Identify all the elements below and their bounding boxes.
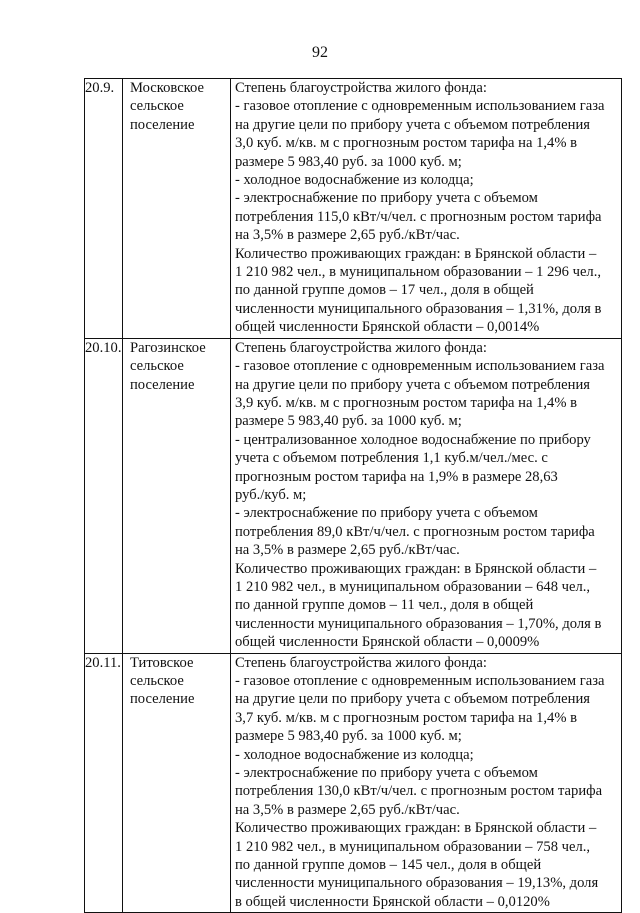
page-number: 92 — [312, 44, 328, 61]
housing-description — [231, 653, 622, 913]
description-line: на другие цели по прибору учета с объемом потребления — [235, 116, 590, 133]
settlement-name-line: Московское — [130, 80, 204, 96]
description-line: общей численности Брянской области – 0,0014% — [235, 319, 540, 336]
description-line: размере 5 983,40 руб. за 1000 куб. м; — [235, 153, 462, 170]
row-number: 20.11. — [85, 653, 123, 913]
description-line: потребления 115,0 кВт/ч/чел. с прогнозным ростом тарифа — [235, 208, 602, 225]
description-line: - холодное водоснабжение из колодца; — [235, 746, 474, 763]
settlement-name — [123, 653, 231, 913]
description-line: - централизованное холодное водоснабжение по прибору — [235, 431, 591, 448]
description-line: размере 5 983,40 руб. за 1000 куб. м; — [235, 728, 462, 745]
description-line: прогнозным ростом тарифа на 1,9% в размере 28,63 — [235, 468, 558, 485]
description-line: - холодное водоснабжение из колодца; — [235, 172, 474, 189]
settlement-name — [123, 79, 231, 339]
row-number: 20.10. — [85, 338, 123, 653]
description-line: численности муниципального образования – 1,31%, доля в — [235, 300, 602, 317]
settlement-name-line: поселение — [130, 691, 195, 708]
description-line: Количество проживающих граждан: в Брянской области – — [235, 560, 597, 577]
description-line: по данной группе домов – 17 чел., доля в общей — [235, 282, 534, 299]
table-body — [85, 79, 622, 913]
settlement-name-line: сельское — [130, 358, 184, 375]
settlement-name-line: сельское — [130, 98, 184, 115]
description-line: потребления 89,0 кВт/ч/чел. с прогнозным ростом тарифа — [235, 523, 595, 540]
description-line: - газовое отопление с одновременным использованием газа — [235, 358, 605, 375]
housing-description — [231, 79, 622, 339]
description-line: на другие цели по прибору учета с объемом потребления — [235, 376, 590, 393]
description-line: численности муниципального образования – 19,13%, доля — [235, 875, 599, 892]
description-line: - газовое отопление с одновременным использованием газа — [235, 673, 605, 689]
settlement-name-line: поселение — [130, 376, 195, 393]
settlement-name — [123, 338, 231, 653]
description-line: Степень благоустройства жилого фонда: — [235, 80, 487, 96]
description-line: размере 5 983,40 руб. за 1000 куб. м; — [235, 413, 462, 430]
settlement-name-line: Титовское — [130, 654, 194, 671]
description-line: - электроснабжение по прибору учета с объемом — [235, 190, 538, 207]
row-number: 20.9. — [85, 79, 123, 339]
description-line: Количество проживающих граждан: в Брянской области – — [235, 820, 597, 837]
description-line: на 3,5% в размере 2,65 руб./кВт/час. — [235, 801, 460, 818]
description-line: в общей численности Брянской области – 0,0120% — [235, 893, 550, 910]
description-line: по данной группе домов – 11 чел., доля в общей — [235, 597, 534, 614]
description-line: 1 210 982 чел., в муниципальном образовании – 1 296 чел., — [235, 264, 601, 281]
table-row — [85, 338, 622, 653]
description-line: на 3,5% в размере 2,65 руб./кВт/час. — [235, 542, 460, 559]
description-line: 1 210 982 чел., в муниципальном образовании – 648 чел., — [235, 578, 591, 595]
description-line: 3,9 куб. м/кв. м с прогнозным ростом тарифа на 1,4% в — [235, 394, 578, 411]
description-line: - электроснабжение по прибору учета с объемом — [235, 505, 538, 522]
description-line: на 3,5% в размере 2,65 руб./кВт/час. — [235, 227, 460, 244]
description-line: численности муниципального образования – 1,70%, доля в — [235, 615, 602, 632]
description-line: - электроснабжение по прибору учета с объемом — [235, 765, 538, 782]
description-line: Степень благоустройства жилого фонда: — [235, 339, 487, 356]
settlement-name-line: Рагозинское — [130, 339, 206, 356]
table-row — [85, 653, 622, 913]
description-line: руб./куб. м; — [235, 486, 307, 503]
description-line: 3,7 куб. м/кв. м с прогнозным ростом тарифа на 1,4% в — [235, 709, 578, 726]
description-line: 1 210 982 чел., в муниципальном образовании – 758 чел., — [235, 838, 591, 855]
housing-description — [231, 338, 622, 653]
description-line: на другие цели по прибору учета с объемом потребления — [235, 691, 590, 708]
settlement-name-line: сельское — [130, 673, 184, 689]
description-line: потребления 130,0 кВт/ч/чел. с прогнозным ростом тарифа — [235, 783, 603, 800]
settlements-table — [84, 78, 622, 913]
description-line: 3,0 куб. м/кв. м с прогнозным ростом тарифа на 1,4% в — [235, 135, 578, 152]
table-row — [85, 79, 622, 339]
description-line: учета с объемом потребления 1,1 куб.м/чел./мес. с — [235, 450, 548, 467]
description-line: - газовое отопление с одновременным использованием газа — [235, 98, 605, 115]
description-line: по данной группе домов – 145 чел., доля в общей — [235, 857, 542, 874]
description-line: Количество проживающих граждан: в Брянской области – — [235, 245, 597, 262]
settlement-name-line: поселение — [130, 116, 195, 133]
description-line: Степень благоустройства жилого фонда: — [235, 654, 487, 671]
description-line: общей численности Брянской области – 0,0009% — [235, 634, 540, 651]
